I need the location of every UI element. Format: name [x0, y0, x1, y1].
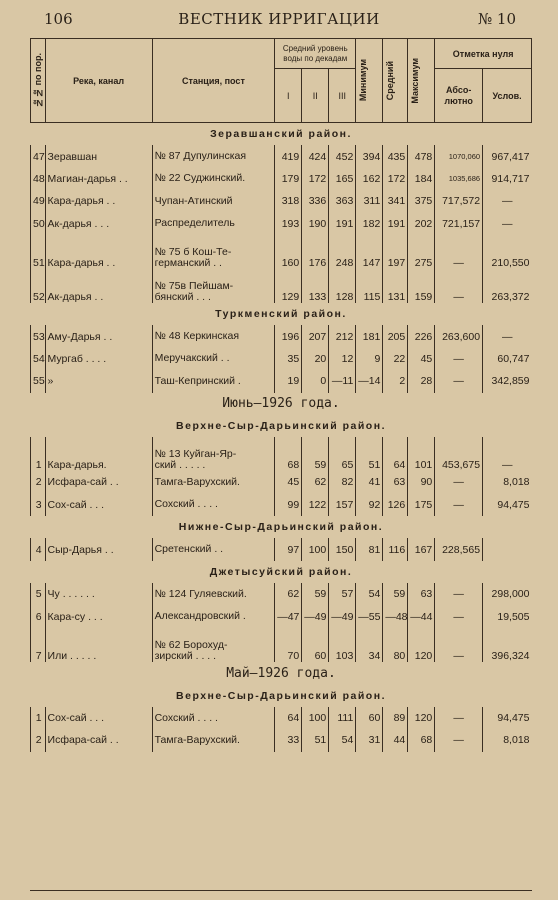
col-min-header: Минимум [356, 39, 383, 123]
cond-cell: 8,018 [483, 729, 532, 751]
col-no-header: №№ по пор. [31, 39, 46, 123]
row-number: 1 [31, 437, 46, 471]
table-row [31, 494, 532, 516]
cond-cell: 94,475 [483, 494, 532, 516]
max-cell: —44 [408, 606, 435, 628]
col-d1-header: I [275, 69, 302, 123]
decade1-cell: 35 [275, 348, 302, 370]
mid-cell: 435 [383, 145, 408, 167]
row-number: 49 [31, 190, 46, 212]
period-heading [31, 662, 532, 684]
decade2-cell: 100 [302, 538, 329, 560]
cond-cell: 60,747 [483, 348, 532, 370]
region-heading-text: Верхне-Сыр-Дарьинский район. [176, 420, 386, 433]
abs-cell: — [435, 707, 483, 729]
station-cell: Тамга-Варухский. [152, 471, 275, 493]
table-row [31, 213, 532, 235]
cond-cell: — [483, 325, 532, 347]
abs-cell: 263,600 [435, 325, 483, 347]
abs-cell: — [435, 348, 483, 370]
mid-cell: 116 [383, 538, 408, 560]
min-cell: 182 [356, 213, 383, 235]
cond-cell: 263,372 [483, 269, 532, 303]
min-cell: 81 [356, 538, 383, 560]
table-row [31, 168, 532, 190]
station-cell: Меручакский . . [152, 348, 275, 370]
max-cell: 478 [408, 145, 435, 167]
water-level-table [30, 38, 532, 752]
station-cell: Таш-Кепринский . [152, 370, 275, 392]
decade1-cell: 70 [275, 628, 302, 662]
abs-cell: — [435, 606, 483, 628]
mid-cell: 2 [383, 370, 408, 392]
col-d2-header: II [302, 69, 329, 123]
decade1-cell: 33 [275, 729, 302, 751]
mid-cell: 126 [383, 494, 408, 516]
abs-cell: 1035,686 [435, 168, 483, 190]
col-zero-header: Отметка нуля [435, 39, 532, 69]
decade2-cell: 0 [302, 370, 329, 392]
col-d3-header: III [329, 69, 356, 123]
decade2-cell: 424 [302, 145, 329, 167]
row-number: 47 [31, 145, 46, 167]
row-number: 55 [31, 370, 46, 392]
decade1-cell: —47 [275, 606, 302, 628]
decade1-cell: 419 [275, 145, 302, 167]
region-heading [31, 684, 532, 706]
row-number: 53 [31, 325, 46, 347]
mid-cell: 80 [383, 628, 408, 662]
cond-cell: 94,475 [483, 707, 532, 729]
table-row [31, 471, 532, 493]
cond-cell: 298,000 [483, 583, 532, 605]
row-number: 1 [31, 707, 46, 729]
abs-cell: 1070,060 [435, 145, 483, 167]
decade2-cell: 51 [302, 729, 329, 751]
cond-cell: — [483, 437, 532, 471]
decade1-cell: 62 [275, 583, 302, 605]
region-heading [31, 123, 532, 146]
max-cell: 63 [408, 583, 435, 605]
abs-cell: — [435, 583, 483, 605]
decade3-cell: —11 [329, 370, 356, 392]
min-cell: 31 [356, 729, 383, 751]
max-cell: 184 [408, 168, 435, 190]
max-cell: 120 [408, 707, 435, 729]
river-cell: Мургаб . . . . [45, 348, 152, 370]
max-cell: 28 [408, 370, 435, 392]
abs-cell: 717,572 [435, 190, 483, 212]
table-row [31, 606, 532, 628]
decade2-cell: 60 [302, 628, 329, 662]
decade1-cell: 318 [275, 190, 302, 212]
cond-cell: 342,859 [483, 370, 532, 392]
max-cell: 90 [408, 471, 435, 493]
decade1-cell: 129 [275, 269, 302, 303]
max-cell: 167 [408, 538, 435, 560]
station-cell: № 48 Керкинская [152, 325, 275, 347]
issue-number: № 10 [477, 10, 516, 28]
river-cell: » [45, 370, 152, 392]
min-cell: —14 [356, 370, 383, 392]
col-max-header: Максимум [408, 39, 435, 123]
decade2-cell: 59 [302, 583, 329, 605]
abs-cell: — [435, 370, 483, 392]
table-row [31, 145, 532, 167]
region-heading [31, 415, 532, 437]
river-cell: Сох-сай . . . [45, 494, 152, 516]
min-cell: 311 [356, 190, 383, 212]
cond-cell [483, 538, 532, 560]
abs-cell: 453,675 [435, 437, 483, 471]
river-cell: Ак-дарья . . [45, 269, 152, 303]
decade3-cell: 12 [329, 348, 356, 370]
station-cell: № 124 Гуляевский. [152, 583, 275, 605]
table-row [31, 325, 532, 347]
decade2-cell: 122 [302, 494, 329, 516]
cond-cell: 210,550 [483, 235, 532, 269]
table-row [31, 348, 532, 370]
station-cell: Чупан-Атинский [152, 190, 275, 212]
abs-cell: 228,565 [435, 538, 483, 560]
page-number: 106 [44, 10, 73, 28]
mid-cell: 89 [383, 707, 408, 729]
region-heading-text: Верхне-Сыр-Дарьинский район. [176, 689, 386, 702]
station-line-2: германский . . [154, 256, 222, 269]
max-cell: 45 [408, 348, 435, 370]
station-cell [152, 437, 275, 471]
river-cell: Или . . . . . [45, 628, 152, 662]
decade2-cell: 176 [302, 235, 329, 269]
decade1-cell: 68 [275, 437, 302, 471]
decade3-cell: 54 [329, 729, 356, 751]
decade2-cell: 190 [302, 213, 329, 235]
page-header [0, 10, 558, 32]
min-cell: —55 [356, 606, 383, 628]
decade2-cell: 59 [302, 437, 329, 471]
abs-cell: — [435, 269, 483, 303]
station-cell [152, 269, 275, 303]
max-cell: 101 [408, 437, 435, 471]
decade3-cell: 150 [329, 538, 356, 560]
station-line-1: № 75в Пейшам- [154, 279, 234, 292]
station-cell: Александровский . [152, 606, 275, 628]
mid-cell: 205 [383, 325, 408, 347]
region-heading-text: Зеравшанский район. [210, 128, 352, 141]
cond-cell: 967,417 [483, 145, 532, 167]
mid-cell: 22 [383, 348, 408, 370]
min-cell: 92 [356, 494, 383, 516]
min-cell: 147 [356, 235, 383, 269]
max-cell: 226 [408, 325, 435, 347]
region-heading [31, 303, 532, 325]
river-cell: Сох-сай . . . [45, 707, 152, 729]
river-cell: Чу . . . . . . [45, 583, 152, 605]
min-cell: 60 [356, 707, 383, 729]
abs-cell: — [435, 235, 483, 269]
table-row [31, 269, 532, 303]
row-number: 4 [31, 538, 46, 560]
river-cell: Кара-су . . . [45, 606, 152, 628]
decade1-cell: 179 [275, 168, 302, 190]
decade3-cell: 111 [329, 707, 356, 729]
mid-cell: —48 [383, 606, 408, 628]
table-bottom-rule [30, 890, 532, 891]
station-line-1: № 62 Борохуд- [154, 639, 228, 652]
mid-cell: 172 [383, 168, 408, 190]
col-mid-header: Средний [383, 39, 408, 123]
mid-cell: 131 [383, 269, 408, 303]
abs-cell: — [435, 471, 483, 493]
table-row [31, 370, 532, 392]
table-body [31, 123, 532, 752]
row-number: 52 [31, 269, 46, 303]
region-heading [31, 516, 532, 538]
river-cell: Магиан-дарья . . [45, 168, 152, 190]
region-heading-text: Нижне-Сыр-Дарьинский район. [178, 521, 384, 534]
station-line-2: бянский . . . [154, 290, 211, 303]
cond-cell: 19,505 [483, 606, 532, 628]
decade3-cell: —49 [329, 606, 356, 628]
cond-cell: — [483, 213, 532, 235]
mid-cell: 64 [383, 437, 408, 471]
min-cell: 162 [356, 168, 383, 190]
decade1-cell: 99 [275, 494, 302, 516]
decade2-cell: —49 [302, 606, 329, 628]
station-cell: № 22 Суджинский. [152, 168, 275, 190]
decade3-cell: 452 [329, 145, 356, 167]
cond-cell: 396,324 [483, 628, 532, 662]
min-cell: 54 [356, 583, 383, 605]
max-cell: 159 [408, 269, 435, 303]
river-cell: Зеравшан [45, 145, 152, 167]
mid-cell: 197 [383, 235, 408, 269]
decade3-cell: 191 [329, 213, 356, 235]
decade3-cell: 103 [329, 628, 356, 662]
row-number: 2 [31, 471, 46, 493]
period-heading [31, 393, 532, 415]
decade1-cell: 160 [275, 235, 302, 269]
decade2-cell: 207 [302, 325, 329, 347]
table-row [31, 437, 532, 471]
station-cell: Сохский . . . . [152, 494, 275, 516]
decade2-cell: 20 [302, 348, 329, 370]
table-row [31, 628, 532, 662]
col-river-header: Река, канал [45, 39, 152, 123]
table-row [31, 538, 532, 560]
mid-cell: 63 [383, 471, 408, 493]
decade3-cell: 57 [329, 583, 356, 605]
abs-cell: — [435, 628, 483, 662]
station-cell: Сохский . . . . [152, 707, 275, 729]
row-number: 54 [31, 348, 46, 370]
table-row [31, 235, 532, 269]
decade1-cell: 45 [275, 471, 302, 493]
abs-cell: — [435, 729, 483, 751]
table-head [31, 39, 532, 123]
max-cell: 275 [408, 235, 435, 269]
river-cell: Аму-Дарья . . [45, 325, 152, 347]
min-cell: 9 [356, 348, 383, 370]
decade2-cell: 336 [302, 190, 329, 212]
decade2-cell: 62 [302, 471, 329, 493]
station-cell: Тамга-Варухский. [152, 729, 275, 751]
row-number: 48 [31, 168, 46, 190]
col-abs-header: Абсо-лютно [435, 69, 483, 123]
decade3-cell: 82 [329, 471, 356, 493]
period-heading-text: Май—1926 года. [226, 665, 336, 681]
row-number: 6 [31, 606, 46, 628]
decade2-cell: 100 [302, 707, 329, 729]
decade3-cell: 363 [329, 190, 356, 212]
max-cell: 175 [408, 494, 435, 516]
mid-cell: 341 [383, 190, 408, 212]
station-line-2: зирский . . . . [154, 650, 217, 663]
abs-cell: — [435, 494, 483, 516]
mid-cell: 44 [383, 729, 408, 751]
station-cell [152, 628, 275, 662]
decade3-cell: 128 [329, 269, 356, 303]
col-cond-header: Услов. [483, 69, 532, 123]
min-cell: 34 [356, 628, 383, 662]
min-cell: 115 [356, 269, 383, 303]
row-number: 3 [31, 494, 46, 516]
station-cell: № 87 Дупулинская [152, 145, 275, 167]
decade3-cell: 212 [329, 325, 356, 347]
abs-cell: 721,157 [435, 213, 483, 235]
region-heading [31, 561, 532, 583]
decade2-cell: 172 [302, 168, 329, 190]
decade1-cell: 19 [275, 370, 302, 392]
region-heading-text: Джетысуйский район. [209, 566, 353, 579]
decade1-cell: 193 [275, 213, 302, 235]
cond-cell: 914,717 [483, 168, 532, 190]
station-cell: Сретенский . . [152, 538, 275, 560]
river-cell: Сыр-Дарья . . [45, 538, 152, 560]
row-number: 51 [31, 235, 46, 269]
decade2-cell: 133 [302, 269, 329, 303]
min-cell: 51 [356, 437, 383, 471]
col-station-header: Станция, пост [152, 39, 275, 123]
max-cell: 375 [408, 190, 435, 212]
decade3-cell: 165 [329, 168, 356, 190]
river-cell: Исфара-сай . . [45, 471, 152, 493]
row-number: 2 [31, 729, 46, 751]
period-heading-text: Июнь—1926 года. [222, 396, 340, 412]
decade3-cell: 157 [329, 494, 356, 516]
cond-cell: — [483, 190, 532, 212]
river-cell: Кара-дарья . . [45, 235, 152, 269]
station-cell [152, 235, 275, 269]
max-cell: 120 [408, 628, 435, 662]
max-cell: 202 [408, 213, 435, 235]
river-cell: Кара-дарья . . [45, 190, 152, 212]
table-row [31, 190, 532, 212]
region-heading-text: Туркменский район. [215, 308, 347, 321]
table-row [31, 707, 532, 729]
river-cell: Исфара-сай . . [45, 729, 152, 751]
col-decades-header: Средний уровень воды по декадам [275, 39, 356, 69]
mid-cell: 59 [383, 583, 408, 605]
table-row [31, 583, 532, 605]
decade1-cell: 64 [275, 707, 302, 729]
cond-cell: 8,018 [483, 471, 532, 493]
min-cell: 41 [356, 471, 383, 493]
mid-cell: 191 [383, 213, 408, 235]
row-number: 7 [31, 628, 46, 662]
table-row [31, 729, 532, 751]
station-line-1: № 75 б Кош-Те- [154, 245, 232, 258]
max-cell: 68 [408, 729, 435, 751]
river-cell: Кара-дарья. [45, 437, 152, 471]
station-line-1: № 13 Куйган-Яр- [154, 448, 237, 461]
decade1-cell: 196 [275, 325, 302, 347]
decade1-cell: 97 [275, 538, 302, 560]
min-cell: 394 [356, 145, 383, 167]
journal-title: ВЕСТНИК ИРРИГАЦИИ [178, 10, 380, 28]
row-number: 5 [31, 583, 46, 605]
row-number: 50 [31, 213, 46, 235]
decade3-cell: 248 [329, 235, 356, 269]
min-cell: 181 [356, 325, 383, 347]
river-cell: Ак-дарья . . . [45, 213, 152, 235]
station-line-2: ский . . . . . [154, 459, 206, 472]
station-cell: Распределитель [152, 213, 275, 235]
decade3-cell: 65 [329, 437, 356, 471]
